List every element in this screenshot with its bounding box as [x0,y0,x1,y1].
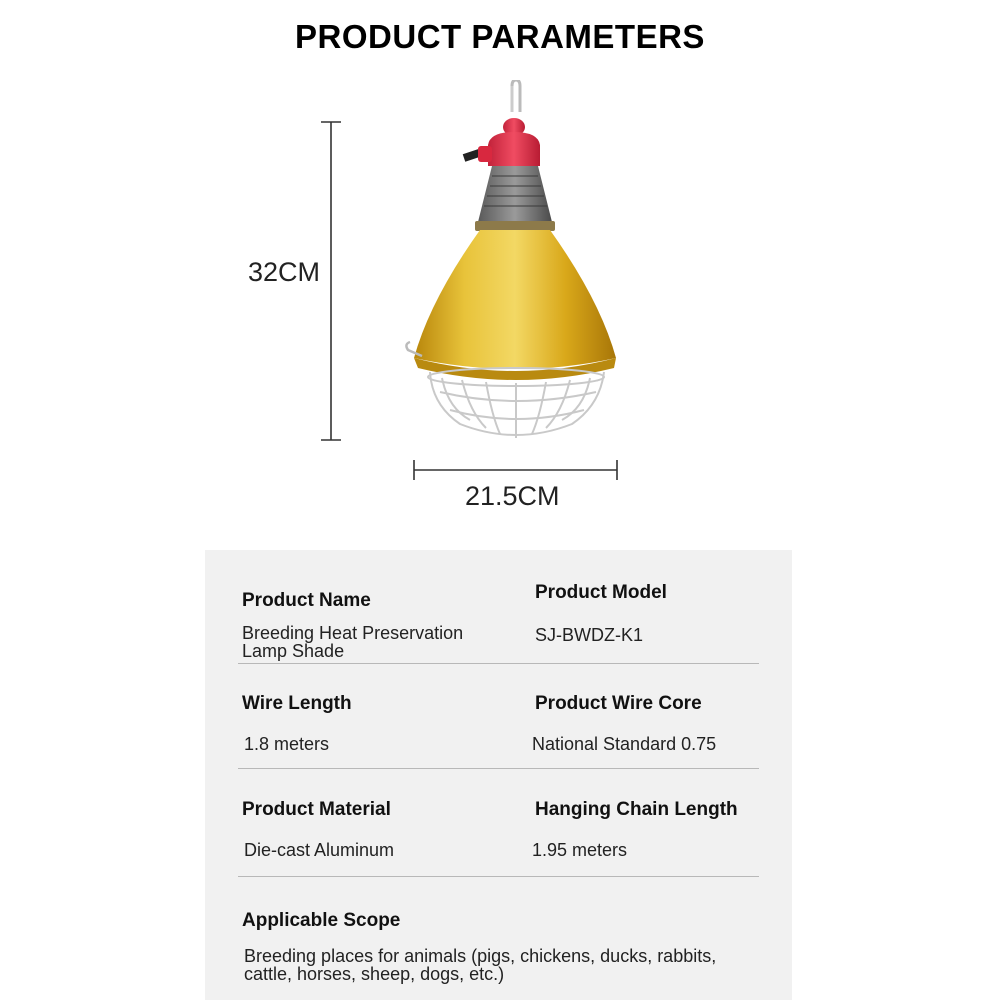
wire-length-label: Wire Length [242,693,352,714]
divider [238,663,759,664]
applicable-scope-value-line1: Breeding places for animals (pigs, chickens, ducks, rabbits, [244,946,717,966]
page-title: PRODUCT PARAMETERS [295,18,705,55]
chain-length-value: 1.95 meters [532,840,628,860]
spec-panel [205,550,792,1000]
wire-core-label: Product Wire Core [535,693,702,714]
chain-length-label: Hanging Chain Length [535,799,738,820]
wire-core-value: National Standard 0.75 [532,734,717,754]
divider [238,768,759,769]
product-name-label: Product Name [242,590,371,611]
product-material-value: Die-cast Aluminum [244,840,395,860]
wire-length-value: 1.8 meters [244,734,330,754]
heat-lamp-image [300,80,700,460]
applicable-scope-value-line2: cattle, horses, sheep, dogs, etc.) [244,964,505,984]
product-model-value: SJ-BWDZ-K1 [535,625,643,645]
divider [238,876,759,877]
width-dimension-label: 21.5CM [465,481,560,511]
height-dimension-label: 32CM [248,257,321,287]
product-material-label: Product Material [242,799,391,820]
product-name-value-line2: Lamp Shade [242,641,345,661]
applicable-scope-label: Applicable Scope [242,910,401,931]
product-name-value-line1: Breeding Heat Preservation [242,623,464,643]
product-model-label: Product Model [535,582,667,603]
